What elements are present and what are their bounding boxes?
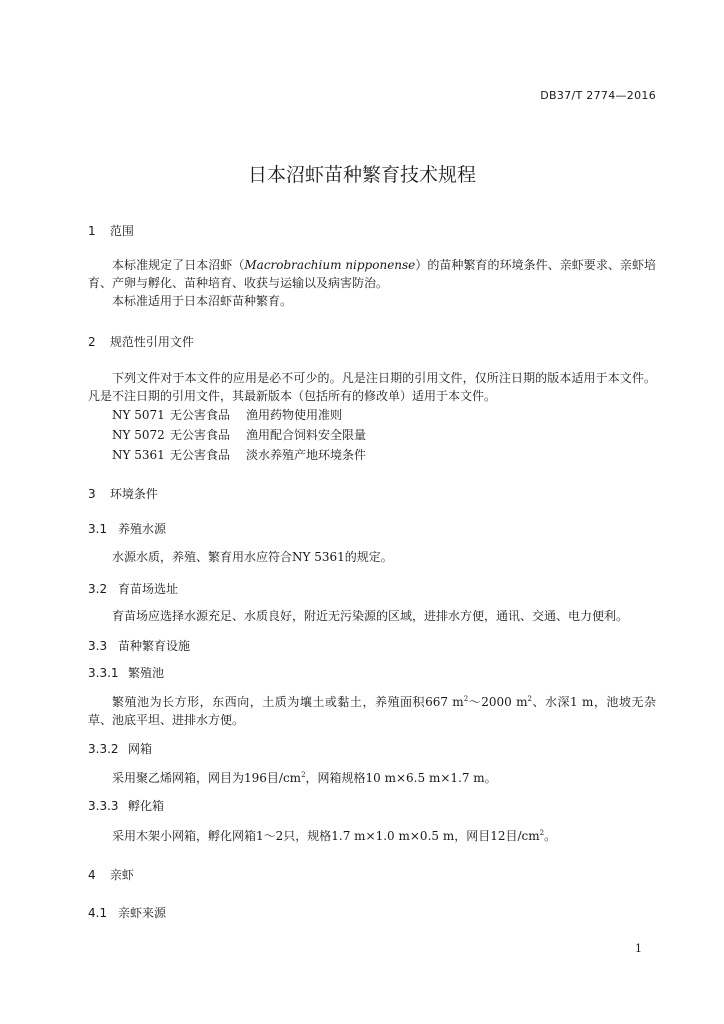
section-2-heading [88, 333, 194, 350]
latin-name: Macrobrachium nipponense [244, 258, 416, 272]
section-3-3-1-body: 繁殖池为长方形，东西向，土质为壤土或黏土，养殖面积667 $m^2\sim 2000$ $m^2$、水深1 m，池坡无杂草、池底平坦、进排水方便。 [88, 695, 656, 727]
section-3-heading [88, 485, 158, 502]
reference-item: NY 5072 无公害食品 渔用配合饲料安全限量 [112, 428, 367, 442]
section-title: 范围 [109, 224, 134, 238]
page-number: 1 [635, 942, 642, 955]
section-4-heading [88, 866, 134, 883]
section-title: 环境条件 [109, 487, 158, 501]
section-number: 2 [88, 335, 96, 349]
section-3-2-body: 育苗场应选择水源充足、水质良好，附近无污染源的区域，进排水方便，通讯、交通、电力便利。 [112, 609, 629, 623]
section-3-3-1-heading: 3.3.1 繁殖池 [88, 666, 165, 680]
section-3-3-3-heading: 3.3.3 孵化箱 [88, 799, 165, 813]
scope-paragraph: 本标准规定了日本沼虾（Macrobrachium nipponense）的苗种繁育的环境条件、亲虾要求、亲虾培育、产卵与孵化、苗种培育、收获与运输以及病害防治。 [88, 258, 656, 290]
section-number: 1 [88, 224, 96, 238]
section-1-heading [88, 222, 134, 239]
section-3-3-2-body: 采用聚乙烯网箱，网目为196目$/cm^2$，网箱规格10 m×6.5 m×1.7 m。 [112, 771, 497, 785]
section-3-3-3-body: 采用木架小网箱，孵化网箱1～2只，规格1.7 m×1.0 m×0.5 m，网目12目$/cm^2$。 [112, 829, 557, 843]
section-4-1-heading: 4.1 亲虾来源 [88, 906, 167, 920]
section-title: 亲虾 [109, 868, 134, 882]
section-2-body [88, 369, 656, 405]
reference-item: NY 5361 无公害食品 淡水养殖产地环境条件 [112, 448, 367, 462]
section-3-3-2-heading: 3.3.2 网箱 [88, 742, 153, 756]
section-3-1-heading: 3.1 养殖水源 [88, 522, 167, 536]
section-title: 规范性引用文件 [109, 335, 194, 349]
document-title: 日本沼虾苗种繁育技术规程 [247, 164, 476, 186]
section-3-3-heading: 3.3 苗种繁育设施 [88, 639, 191, 653]
standard-number: DB37/T 2774—2016 [540, 89, 656, 102]
section-3-1-body: 水源水质，养殖、繁育用水应符合NY 5361的规定。 [112, 550, 393, 564]
section-number: 3 [88, 487, 96, 501]
references-intro: 下列文件对于本文件的应用是必不可少的。凡是注日期的引用文件，仅所注日期的版本适用于本文件。凡是不注日期的引用文件，其最新版本（包括所有的修改单）适用于本文件。 [88, 371, 656, 403]
section-3-2-heading: 3.2 育苗场选址 [88, 582, 179, 596]
applicability-paragraph: 本标准适用于日本沼虾苗种繁育。 [112, 294, 293, 308]
section-number: 4 [88, 868, 96, 882]
reference-item: NY 5071 无公害食品 渔用药物使用准则 [112, 408, 343, 422]
section-1-body [88, 256, 656, 310]
